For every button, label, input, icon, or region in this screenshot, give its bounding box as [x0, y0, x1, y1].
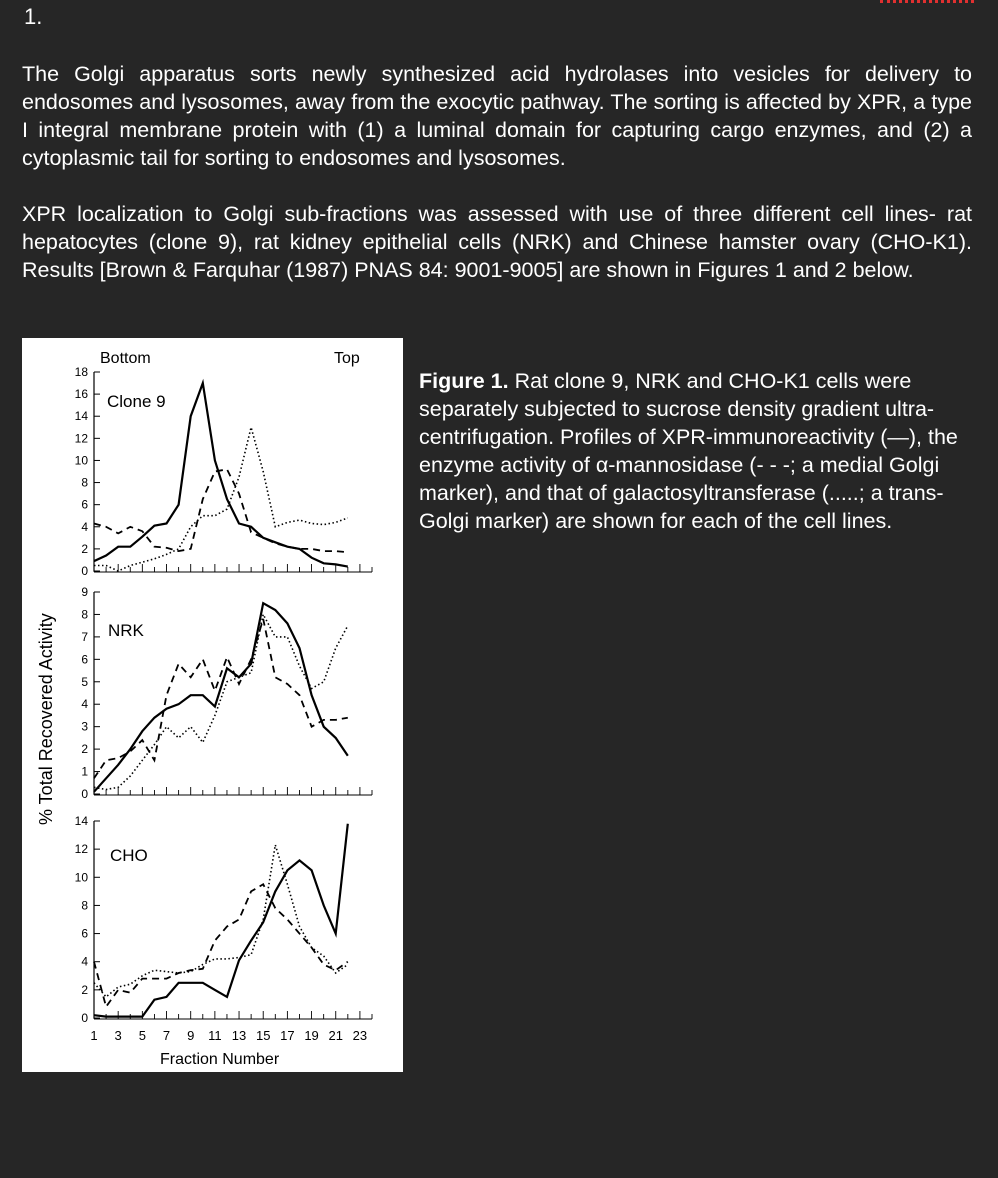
y-tick-label: 16: [74, 387, 88, 402]
y-tick-label: 3: [81, 719, 88, 734]
y-tick-label: 2: [81, 541, 88, 556]
y-tick-label: 10: [74, 453, 88, 468]
y-tick-label: 0: [81, 1011, 88, 1025]
y-tick-label: 4: [81, 697, 88, 712]
series-line-alpha-mannosidase: [94, 884, 348, 1006]
caption-text: Rat clone 9, NRK and CHO-K1 cells were separately subjected to sucrose density gradient ultra-centrifugation. Profiles of XPR-immunoreactivity (—), the enzyme activity of α-mannosidase (- - -; a medial Golgi marker), and that of galactosyltransferase (.....; a trans-Golgi marker) are shown for each of the cell lines.: [419, 369, 958, 533]
method-paragraph: XPR localization to Golgi sub-fractions was assessed with use of three different cell lines- rat hepatocytes (clone 9), rat kidney epithelial cells (NRK) and Chinese hamster ovary (CHO-K1). Results [Brown & Farquhar (1987) PNAS 84: 9001-9005] are shown in Figures 1 and 2 below.: [22, 202, 972, 282]
bottom-label: Bottom: [100, 350, 151, 367]
y-tick-label: 0: [81, 564, 88, 578]
y-tick-label: 8: [81, 475, 88, 490]
top-label: Top: [334, 350, 360, 367]
figure-1-chart: [22, 338, 403, 1072]
y-tick-label: 6: [81, 926, 88, 941]
y-tick-label: 0: [81, 787, 88, 801]
series-line-galactosyltransferase: [94, 614, 348, 789]
panel-title: Clone 9: [107, 392, 166, 411]
caption-label: Figure 1.: [419, 369, 509, 393]
y-tick-label: 8: [81, 898, 88, 913]
panel-title: CHO: [110, 846, 148, 865]
x-tick-label: 9: [187, 1028, 195, 1043]
x-tick-label: 19: [304, 1028, 319, 1043]
x-axis-label: Fraction Number: [160, 1051, 280, 1068]
y-tick-label: 6: [81, 652, 88, 667]
y-tick-label: 8: [81, 607, 88, 622]
red-underline-mark: [880, 0, 974, 6]
y-tick-label: 6: [81, 497, 88, 512]
y-axis-label: % Total Recovered Activity: [36, 613, 56, 825]
y-tick-label: 2: [81, 742, 88, 757]
y-tick-label: 4: [81, 519, 88, 534]
x-tick-label: 7: [162, 1028, 171, 1043]
y-tick-label: 12: [74, 842, 88, 857]
series-line-galactosyltransferase: [94, 427, 348, 571]
x-tick-label: 13: [231, 1028, 247, 1043]
figure-1: [22, 338, 403, 1072]
y-tick-label: 14: [74, 814, 88, 828]
y-tick-label: 7: [81, 629, 88, 644]
y-tick-label: 9: [81, 585, 88, 599]
y-tick-label: 2: [81, 982, 88, 997]
x-tick-label: 11: [208, 1028, 222, 1043]
y-tick-label: 10: [74, 870, 88, 885]
x-tick-label: 17: [280, 1028, 295, 1043]
question-number: 1.: [24, 4, 43, 29]
intro-paragraph: The Golgi apparatus sorts newly synthesized acid hydrolases into vesicles for delivery to endosomes and lysosomes, away from the exocytic pathway. The sorting is affected by XPR, a type I integral membrane protein with (1) a luminal domain for capturing cargo enzymes, and (2) a cytoplasmic tail for sorting to endosomes and lysosomes.: [22, 62, 972, 170]
y-tick-label: 5: [81, 674, 88, 689]
x-tick-label: 3: [114, 1028, 122, 1043]
x-tick-label: 21: [328, 1028, 343, 1043]
figure-caption: [419, 367, 959, 535]
panel-title: NRK: [108, 621, 144, 640]
y-tick-label: 1: [81, 764, 88, 779]
x-tick-label: 5: [138, 1028, 146, 1043]
y-tick-label: 14: [74, 409, 88, 424]
x-tick-label: 15: [255, 1028, 271, 1043]
y-tick-label: 4: [81, 954, 88, 969]
x-tick-label: 1: [90, 1028, 98, 1043]
series-line-alpha-mannosidase: [94, 619, 348, 778]
x-tick-label: 23: [352, 1028, 368, 1043]
y-tick-label: 18: [74, 365, 88, 379]
y-tick-label: 12: [74, 431, 88, 446]
